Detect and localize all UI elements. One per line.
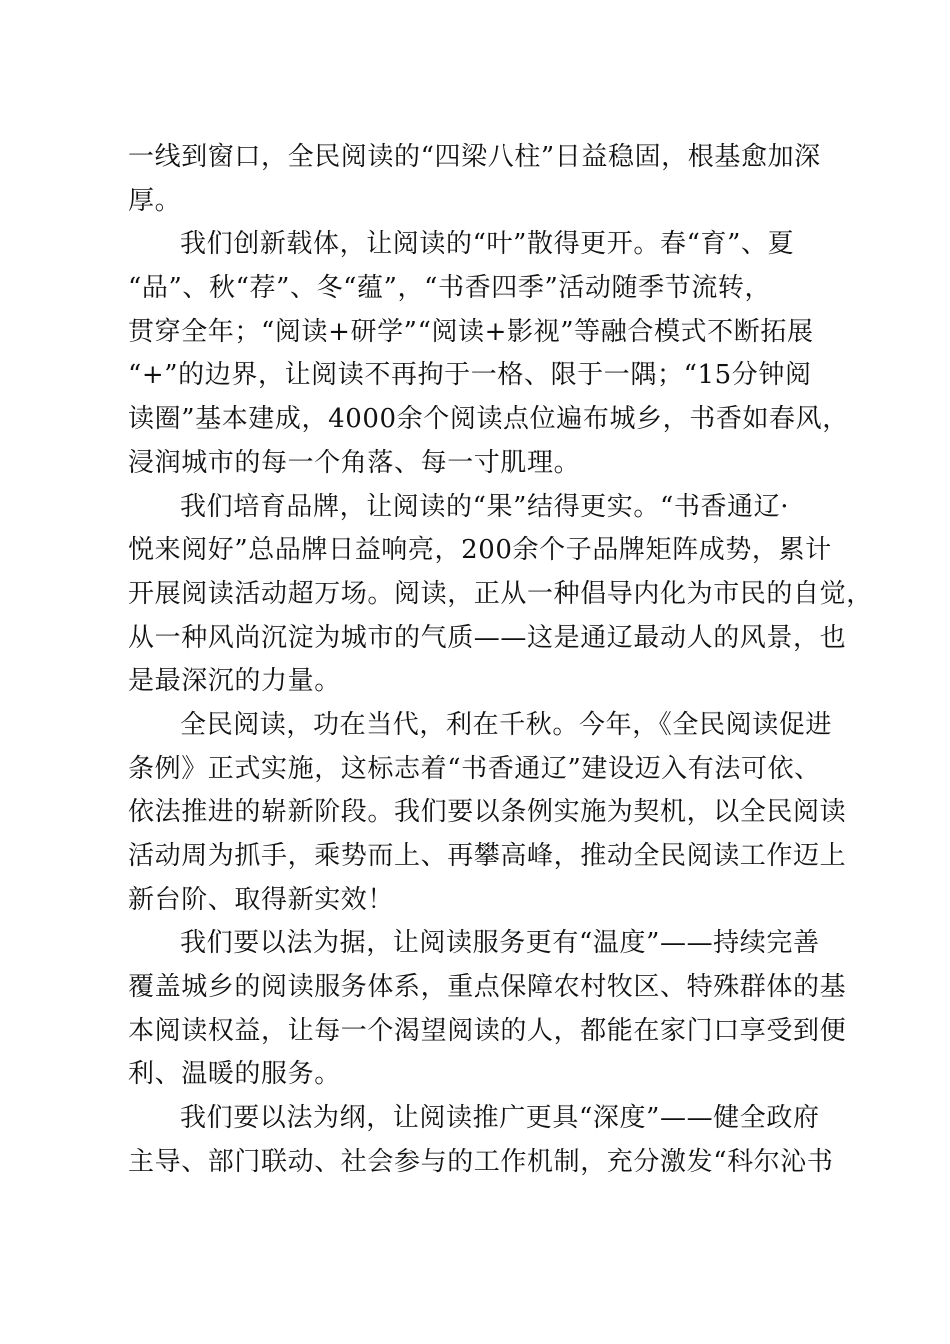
paragraph-line: 厚。 xyxy=(128,185,182,216)
paragraph xyxy=(128,922,847,1097)
paragraph-line: 悦来阅好”总品牌日益响亮，200余个子品牌矩阵成势，累计 xyxy=(128,535,832,566)
paragraph xyxy=(128,136,828,223)
paragraph-line: “品”、秋“荐”、冬“蕴”，“书香四季”活动随季节流转， xyxy=(128,273,772,304)
paragraph-line: 覆盖城乡的阅读服务体系，重点保障农村牧区、特殊群体的基 xyxy=(128,972,847,1003)
paragraph-line: 贯穿全年；“阅读+研学”“阅读+影视”等融合模式不断拓展 xyxy=(128,316,814,347)
paragraph xyxy=(128,223,849,485)
paragraph-line: 主导、部门联动、社会参与的工作机制，充分激发“科尔沁书 xyxy=(128,1146,834,1177)
paragraph-line: 一线到窗口，全民阅读的“四梁八柱”日益稳固，根基愈加深 xyxy=(128,142,821,172)
paragraph-line: 开展阅读活动超万场。阅读，正从一种倡导内化为市民的自觉， xyxy=(128,578,873,609)
paragraph xyxy=(128,1097,834,1184)
paragraph-line: 我们创新载体，让阅读的“叶”散得更开。春“育”、夏 xyxy=(180,229,795,260)
paragraph-line: 依法推进的崭新阶段。我们要以条例实施为契机，以全民阅读 xyxy=(128,797,847,828)
paragraph-line: 我们要以法为纲，让阅读推广更具“深度”——健全政府 xyxy=(180,1103,820,1134)
paragraph-line: “+”的边界，让阅读不再拘于一格、限于一隅；“15分钟阅 xyxy=(128,360,812,391)
paragraph-line: 读圈”基本建成，4000余个阅读点位遍布城乡，书香如春风， xyxy=(128,404,849,435)
paragraph-line: 利、温暖的服务。 xyxy=(128,1059,341,1090)
paragraph xyxy=(128,704,847,922)
paragraph-line: 浸润城市的每一个角落、每一寸肌理。 xyxy=(128,447,581,478)
paragraph-line: 是最深沉的力量。 xyxy=(128,666,341,697)
paragraph-line: 我们要以法为据，让阅读服务更有“温度”——持续完善 xyxy=(180,928,820,959)
paragraph-line: 条例》正式实施，这标志着“书香通辽”建设迈入有法可依、 xyxy=(128,753,821,784)
paragraph-line: 新台阶、取得新实效！ xyxy=(128,884,395,915)
paragraph-line: 活动周为抓手，乘势而上、再攀高峰，推动全民阅读工作迈上 xyxy=(128,841,847,871)
paragraph xyxy=(128,486,873,704)
paragraph-line: 本阅读权益，让每一个渴望阅读的人，都能在家门口享受到便 xyxy=(128,1015,847,1046)
document-body xyxy=(128,136,873,1185)
paragraph-line: 从一种风尚沉淀为城市的气质——这是通辽最动人的风景，也 xyxy=(128,622,847,653)
paragraph-line: 全民阅读，功在当代，利在千秋。今年，《全民阅读促进 xyxy=(180,709,833,740)
paragraph-line: 我们培育品牌，让阅读的“果”结得更实。“书香通辽· xyxy=(180,491,790,522)
